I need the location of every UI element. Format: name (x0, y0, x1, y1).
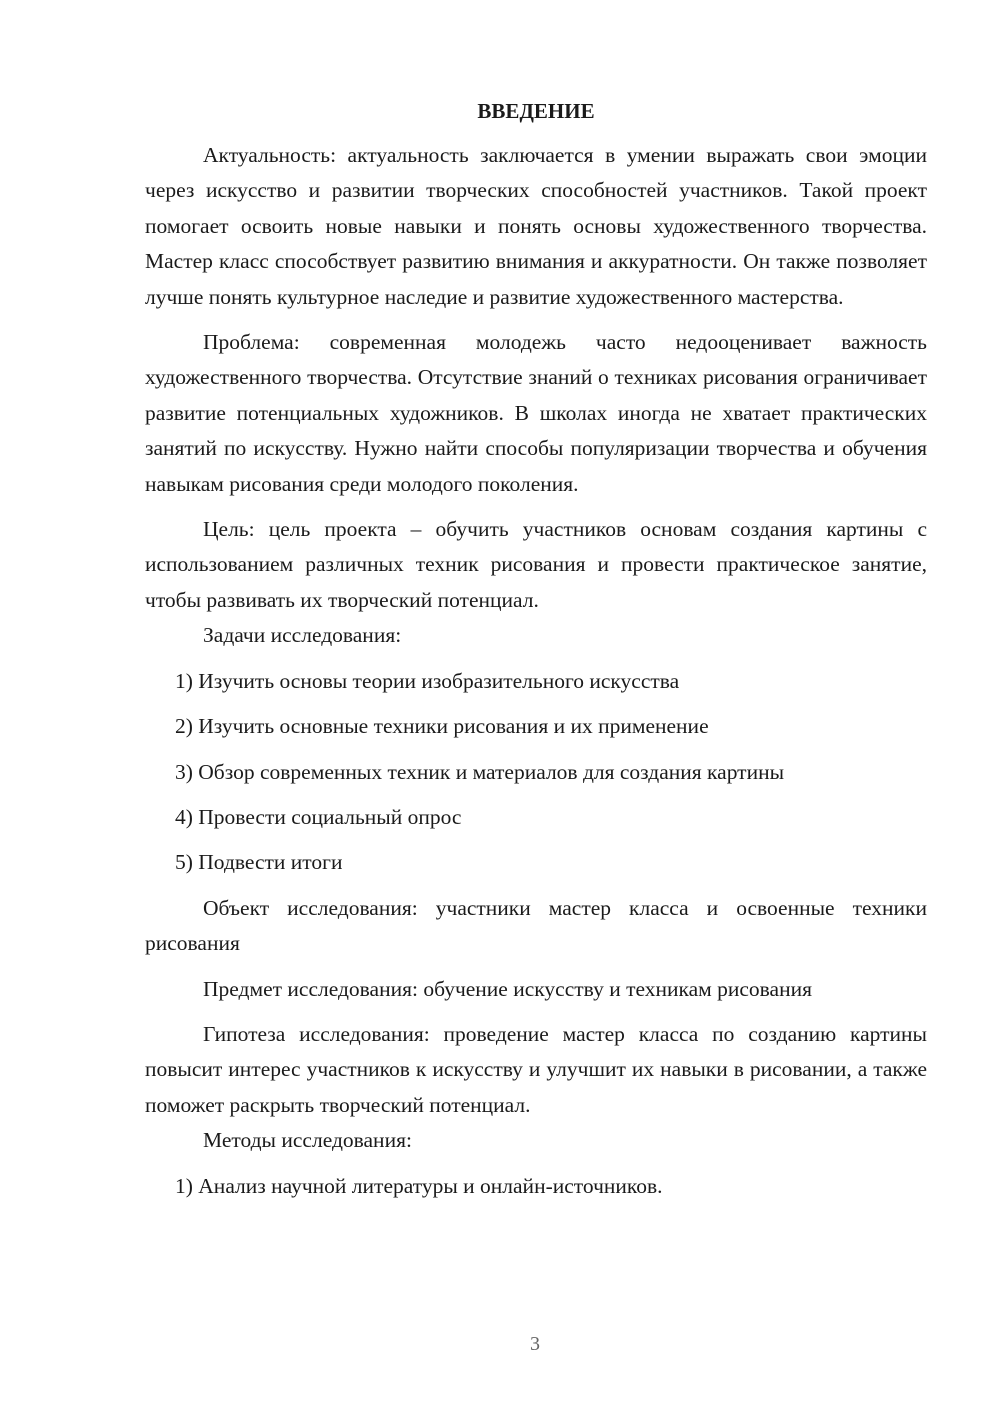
list-item: 2) Изучить основные техники рисования и их применение (175, 714, 709, 739)
section-title: ВВЕДЕНИЕ (477, 99, 595, 123)
subject-paragraph: Предмет исследования: обучение искусству и техникам рисования (203, 976, 812, 1001)
list-item: 1) Изучить основы теории изобразительного искусства (175, 668, 680, 693)
methods-list (145, 1169, 927, 1204)
methods-heading: Методы исследования: (203, 1128, 412, 1153)
problem-paragraph: Проблема: современная молодежь часто недооценивает важность художественного творчества. Отсутствие знаний о техниках рисования ограничивает развитие потенциальных художников. В школах иногда не хватает практических занятий по искусству. Нужно найти способы популяризации творчества и обучения навыкам рисования среди молодого поколения. (145, 330, 927, 496)
relevance-paragraph: Актуальность: актуальность заключается в умении выражать свои эмоции через искусство и развитии творческих способностей участников. Такой проект помогает освоить новые навыки и понять основы художественного творчества. Мастер класс способствует развитию внимания и аккуратности. Он также позволяет лучше понять культурное наследие и развитие художественного мастерства. (145, 143, 927, 309)
list-item: 1) Анализ научной литературы и онлайн-источников. (175, 1173, 663, 1198)
page-number: 3 (530, 1333, 540, 1355)
hypothesis-paragraph: Гипотеза исследования: проведение мастер класса по созданию картины повысит интерес участников к искусству и улучшит их навыки в рисовании, а также поможет раскрыть творческий потенциал. (145, 1021, 927, 1117)
goal-paragraph: Цель: цель проекта – обучить участников основам создания картины с использованием различных техник рисования и провести практическое занятие, чтобы развивать их творческий потенциал. (145, 517, 927, 612)
tasks-heading: Задачи исследования: (203, 623, 402, 648)
tasks-list (145, 664, 927, 881)
document-page (145, 96, 927, 1204)
list-item: 4) Провести социальный опрос (175, 804, 462, 829)
list-item: 5) Подвести итоги (175, 850, 343, 875)
object-paragraph: Объект исследования: участники мастер класса и освоенные техники рисования (145, 895, 927, 956)
list-item: 3) Обзор современных техник и материалов для создания картины (175, 759, 785, 784)
